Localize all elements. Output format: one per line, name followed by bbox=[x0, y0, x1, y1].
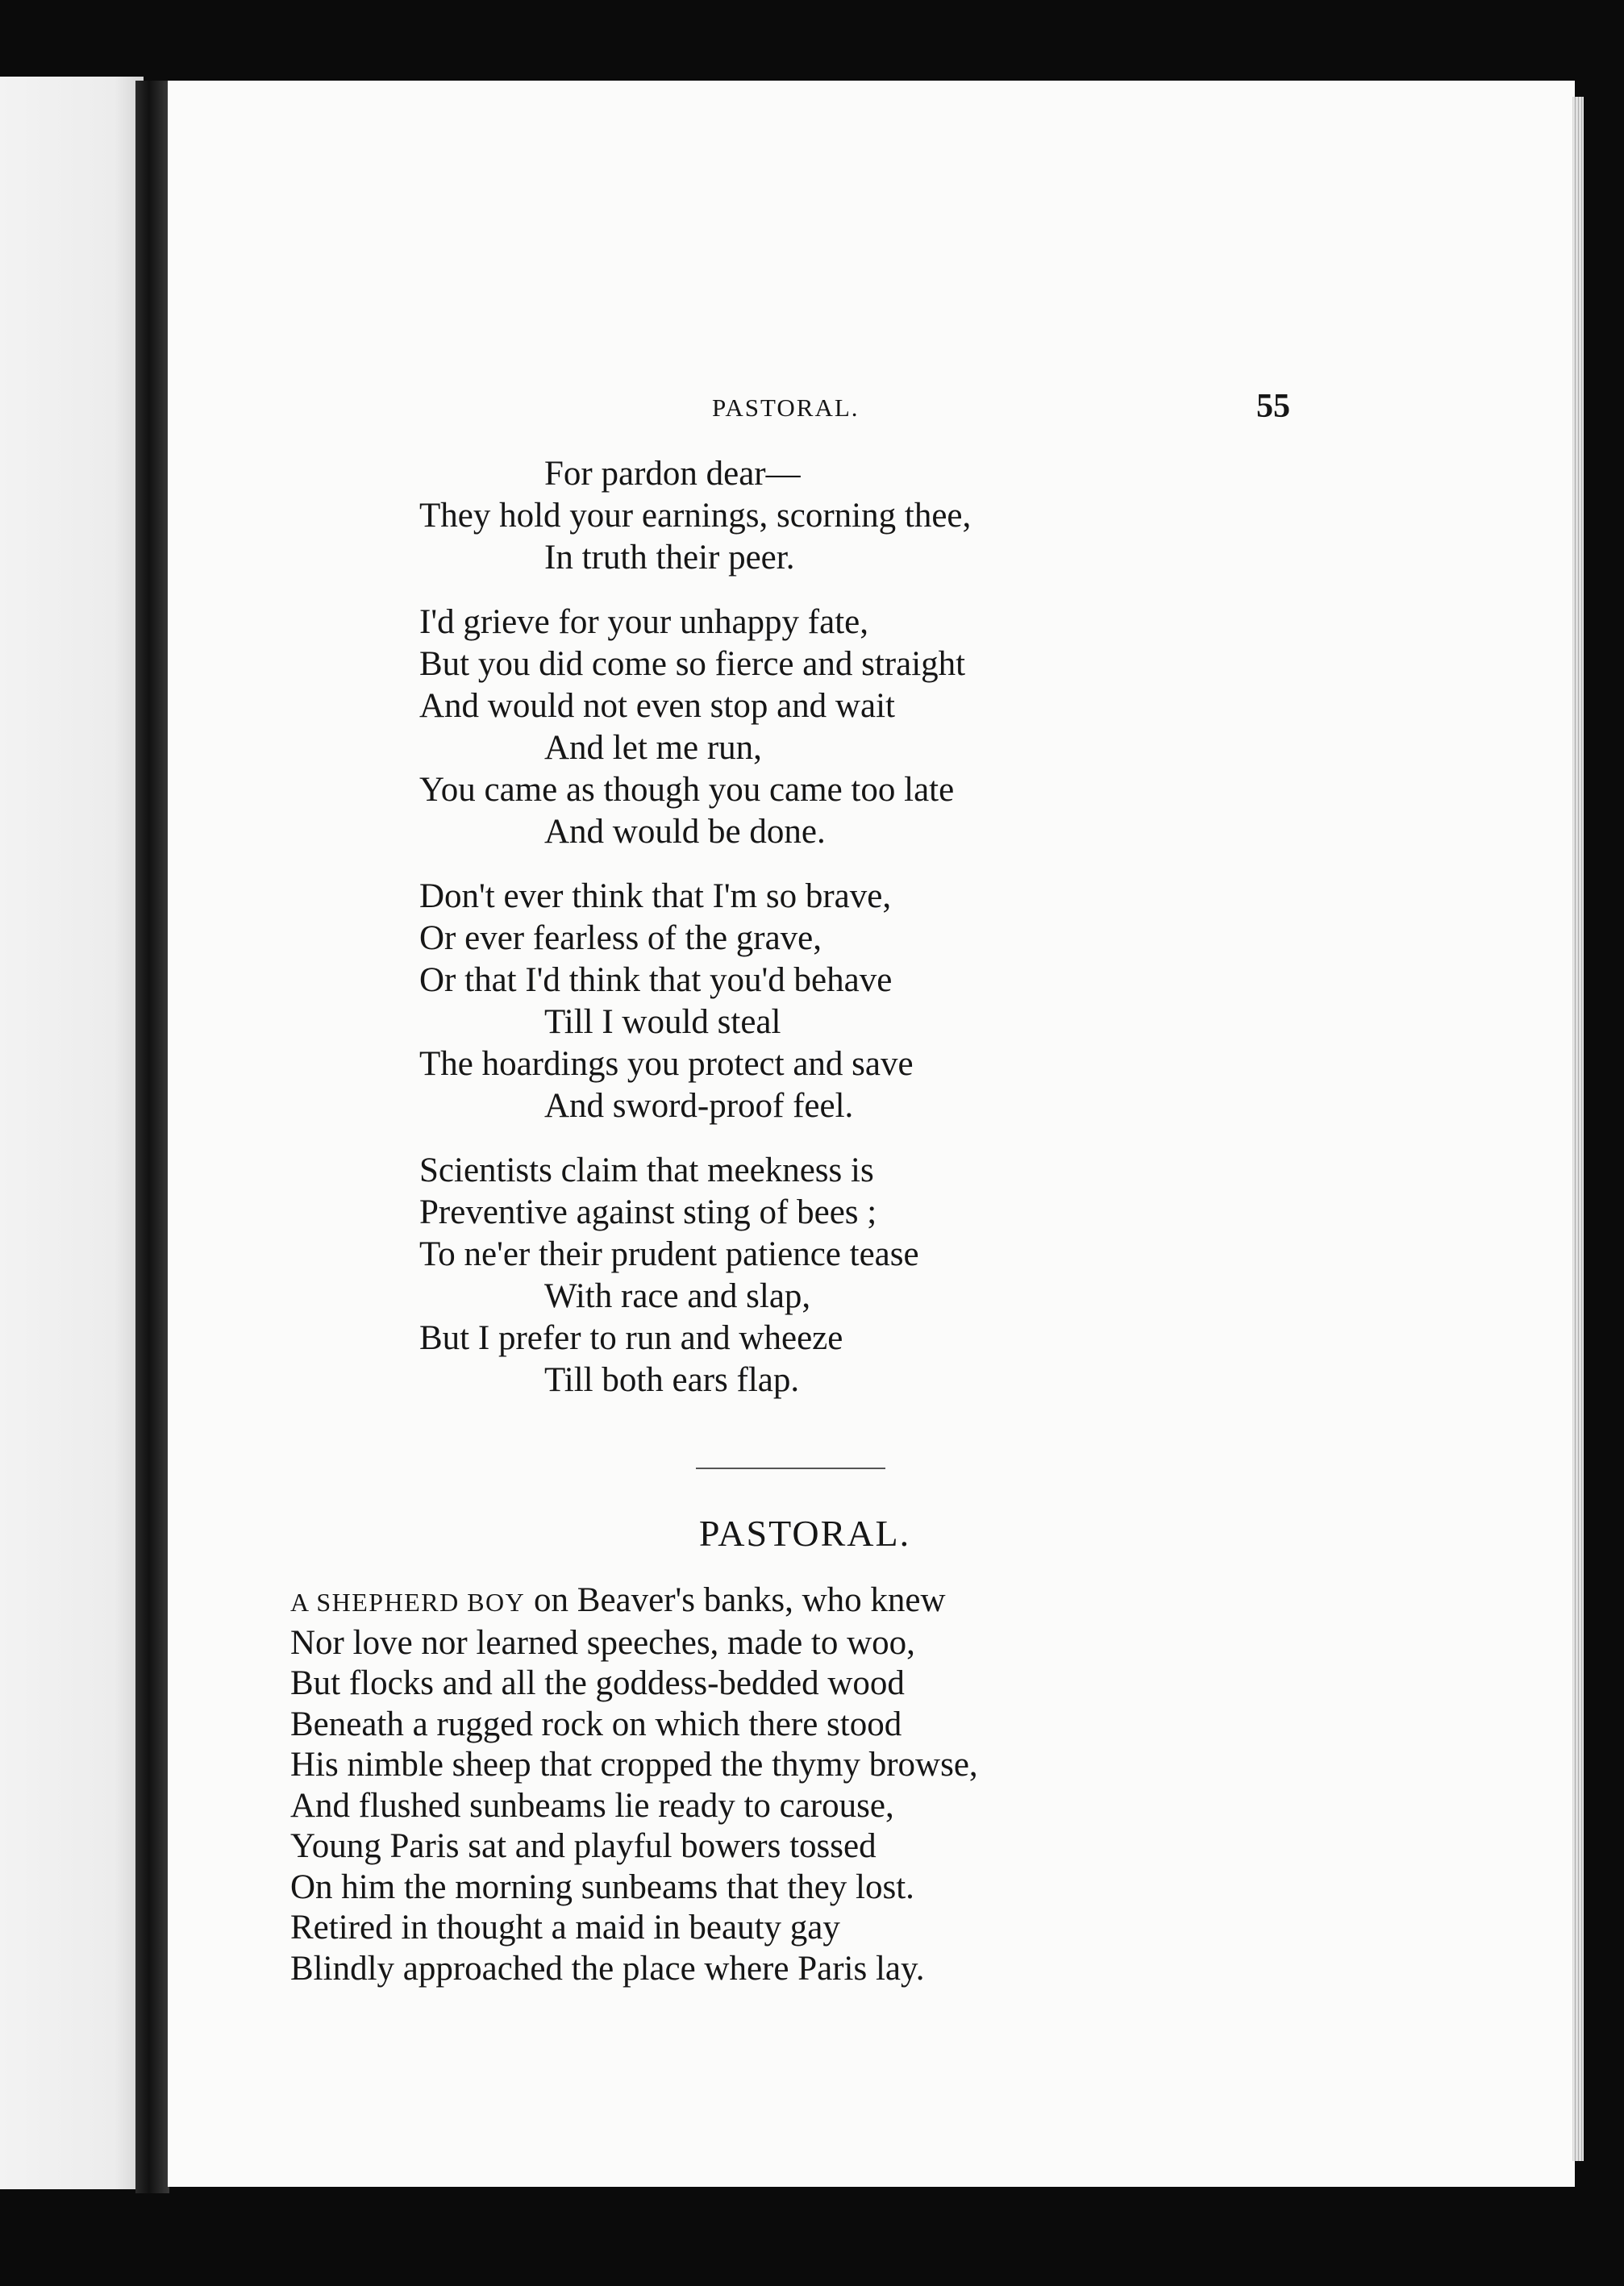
stanza bbox=[419, 1150, 971, 1401]
poem-line: You came as though you came too late bbox=[419, 771, 955, 809]
section-divider bbox=[696, 1468, 885, 1469]
first-line-text: on Beaver's banks, who knew bbox=[525, 1581, 946, 1619]
poem-line: For pardon dear— bbox=[544, 455, 801, 493]
poem-line bbox=[290, 1580, 978, 1623]
poem-line: But you did come so fierce and straight bbox=[419, 645, 966, 683]
stanza bbox=[419, 453, 971, 579]
book-page bbox=[168, 81, 1575, 2187]
poem-line: Don't ever think that I'm so brave, bbox=[419, 877, 892, 915]
poem-line: I'd grieve for your unhappy fate, bbox=[419, 603, 868, 641]
page-header bbox=[168, 387, 1575, 435]
poem-line: Or that I'd think that you'd behave bbox=[419, 961, 893, 999]
poem-line: His nimble sheep that cropped the thymy browse, bbox=[290, 1746, 978, 1784]
poem-title: PASTORAL. bbox=[698, 1513, 911, 1554]
poem-line: But I prefer to run and wheeze bbox=[419, 1319, 843, 1357]
poem-line: Retired in thought a maid in beauty gay bbox=[290, 1909, 840, 1947]
poem-line: Or ever fearless of the grave, bbox=[419, 919, 822, 957]
poem-line: Young Paris sat and playful bowers tossed bbox=[290, 1827, 877, 1865]
poem-line: With race and slap, bbox=[544, 1277, 811, 1315]
poem-line: Nor love nor learned speeches, made to woo, bbox=[290, 1623, 915, 1662]
poem-line: In truth their peer. bbox=[544, 539, 795, 577]
stanza bbox=[419, 876, 971, 1127]
poem-continued bbox=[419, 453, 971, 1424]
poem-line: And sword-proof feel. bbox=[544, 1087, 854, 1125]
poem-line: Preventive against sting of bees ; bbox=[419, 1193, 877, 1231]
poem-line: To ne'er their prudent patience tease bbox=[419, 1235, 919, 1273]
book-gutter bbox=[135, 81, 169, 2193]
poem-line: Beneath a rugged rock on which there stood bbox=[290, 1705, 902, 1743]
poem-line: Till I would steal bbox=[544, 1003, 781, 1041]
facing-page bbox=[0, 77, 144, 2189]
poem-line: And would be done. bbox=[544, 813, 826, 851]
stanza bbox=[419, 602, 971, 853]
running-head: PASTORAL. bbox=[712, 393, 860, 422]
poem-line: And flushed sunbeams lie ready to carouse, bbox=[290, 1786, 894, 1825]
page-edges bbox=[1572, 97, 1584, 2161]
poem-line: And would not even stop and wait bbox=[419, 687, 895, 725]
poem-line: They hold your earnings, scorning thee, bbox=[419, 497, 972, 535]
poem-line: On him the morning sunbeams that they lost. bbox=[290, 1868, 914, 1906]
poem-line: The hoardings you protect and save bbox=[419, 1045, 914, 1083]
pastoral-poem bbox=[290, 1580, 978, 1989]
poem-line: But flocks and all the goddess-bedded wood bbox=[290, 1664, 905, 1702]
poem-line: And let me run, bbox=[544, 729, 762, 767]
poem-line: Blindly approached the place where Paris lay. bbox=[290, 1949, 925, 1988]
small-caps-opening: A SHEPHERD BOY bbox=[290, 1588, 526, 1617]
page-number: 55 bbox=[1256, 388, 1290, 425]
poem-line: Scientists claim that meekness is bbox=[419, 1151, 874, 1189]
poem-line: Till both ears flap. bbox=[544, 1361, 800, 1399]
